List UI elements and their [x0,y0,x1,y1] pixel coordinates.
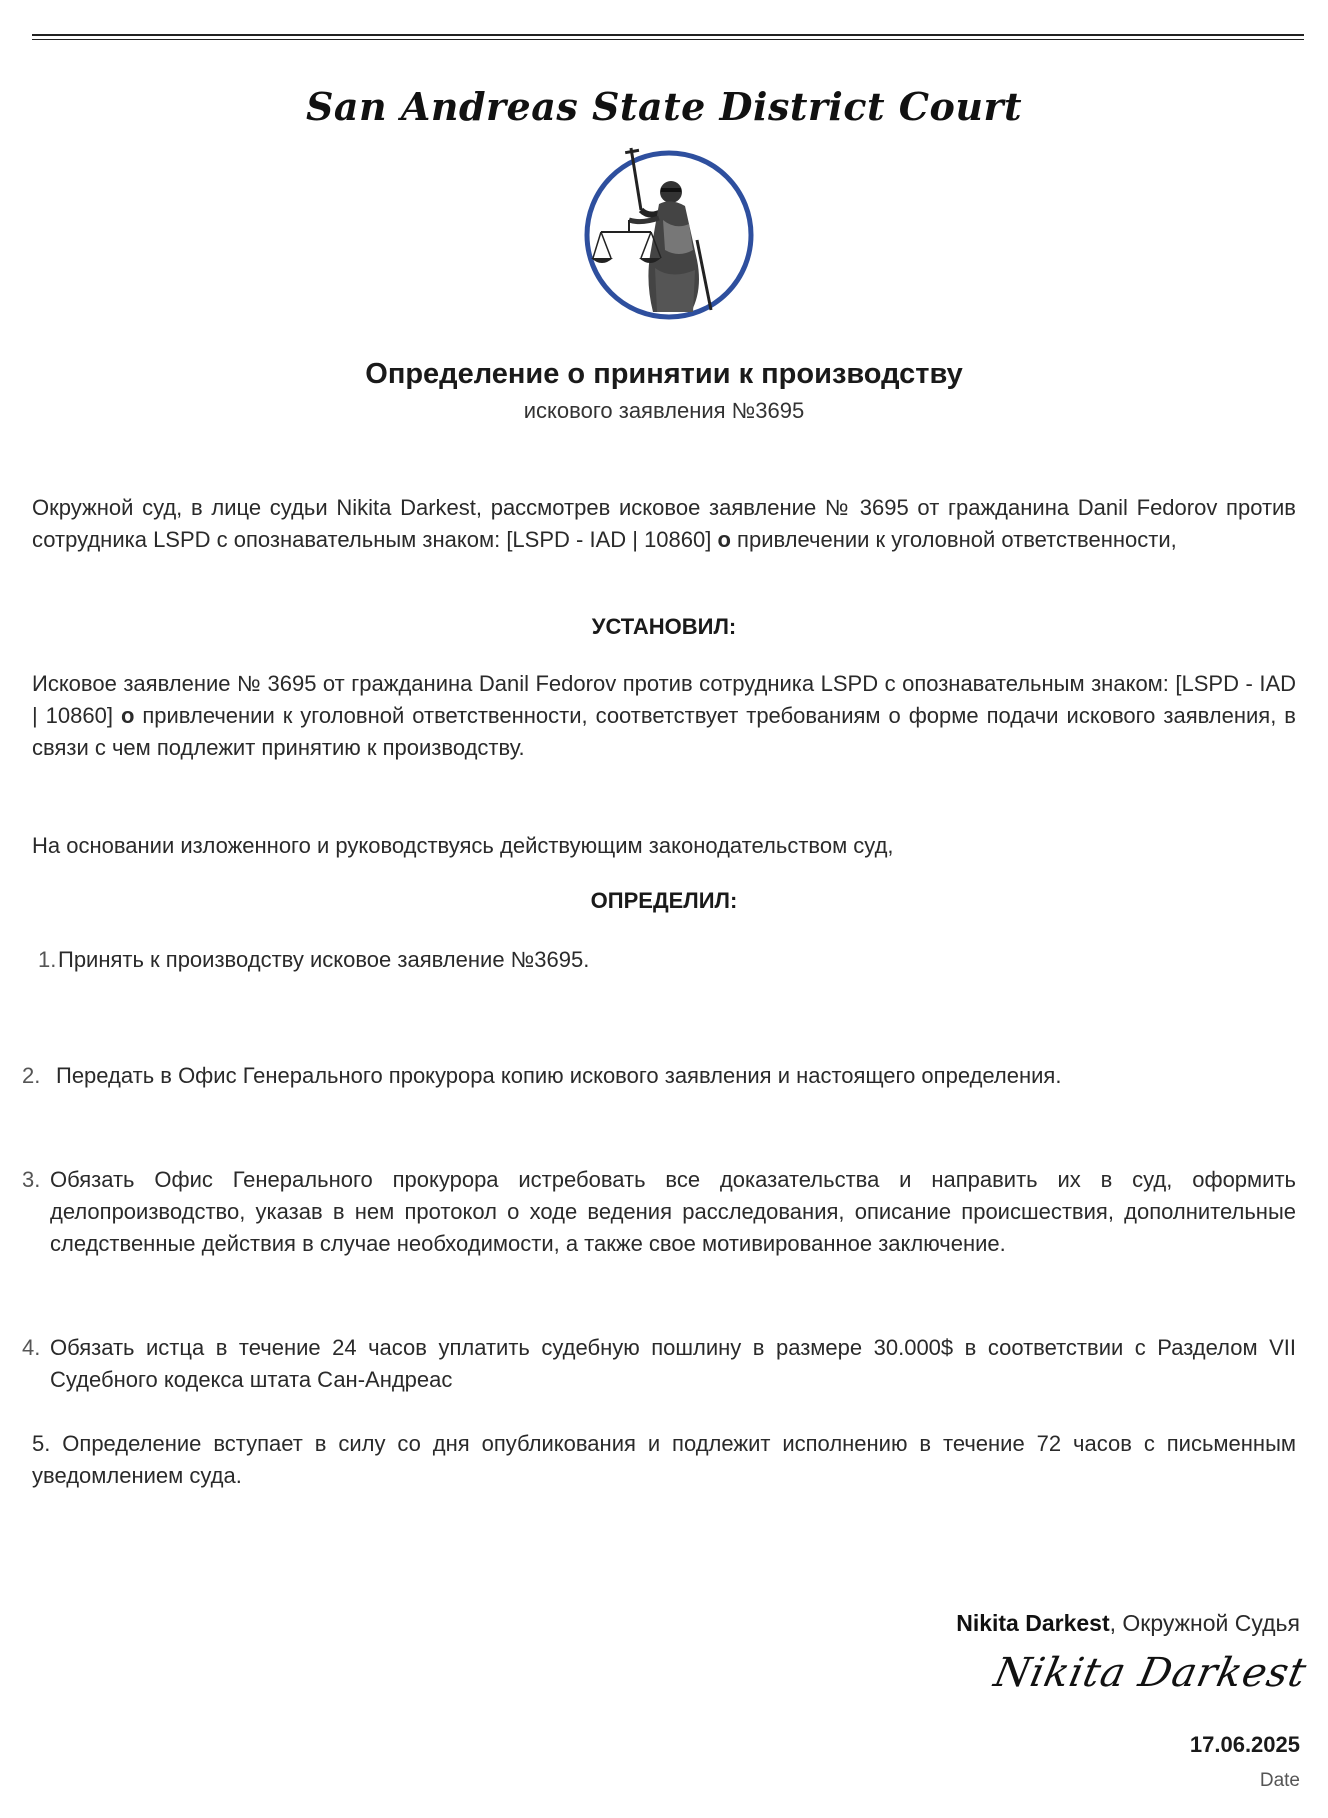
date-label: Date [1259,1770,1300,1791]
document-subtitle: искового заявления №3695 [523,398,805,423]
judge-signature-line [956,1610,1300,1637]
established-bold-word: о [120,703,135,728]
decided-heading: ОПРЕДЕЛИЛ: [590,888,738,913]
established-heading: УСТАНОВИЛ: [591,614,737,639]
established-paragraph [32,668,1296,764]
decision-item-number: 3. [22,1167,41,1192]
decision-item-number: 4. [22,1335,41,1360]
decision-item-text: Обязать Офис Генерального прокурора истребовать все доказательства и направить их в суд, оформить делопроизводство, указав в нем протокол о ходе ведения расследования, описание происшествия, дополнительные следственные действия в случае необходимости, а также свое мотивированное заключение. [50,1167,1296,1256]
intro-paragraph [32,492,1296,556]
court-name: San Andreas State District Court [305,84,1023,129]
decision-item-text: Принять к производству исковое заявление №3695. [58,947,590,972]
signature-date: 17.06.2025 [1189,1732,1300,1757]
decision-item-text [32,1428,1296,1492]
decision-item-body: Определение вступает в силу со дня опубликования и подлежит исполнению в течение 72 часов с письменным уведомлением суда. [32,1431,1297,1488]
top-rule-thick [32,34,1304,36]
decision-item-1 [38,944,1296,976]
decision-item-text: Передать в Офис Генерального прокурора копию искового заявления и настоящего определения. [56,1063,1062,1088]
judge-position: , Окружной Судья [1109,1610,1300,1636]
intro-bold-word: о [717,527,731,552]
decision-item-5 [32,1428,1296,1492]
established-text-end: привлечении к уголовной ответственности, соответствует требованиям о форме подачи искового заявления, в связи с чем подлежит принятию к производству. [32,703,1296,760]
lady-justice-seal-icon [579,140,759,320]
decision-item-number: 5. [32,1431,51,1456]
intro-text-end: привлечении к уголовной ответственности, [730,527,1177,552]
decision-item-4 [22,1332,1296,1396]
document-title: Определение о принятии к производству [365,358,963,390]
decision-item-3 [22,1164,1296,1260]
judge-name: Nikita Darkest [956,1610,1110,1636]
established-text-start: Исковое заявление № 3695 от гражданина Danil Fedorov против сотрудника LSPD с опознавательным знаком: [LSPD - IAD | 10860] [32,671,1296,728]
handwritten-signature: Nikita Darkest [990,1650,1311,1696]
top-rule-thin [32,39,1304,40]
intro-text-start: Окружной суд, в лице судьи Nikita Darkest, рассмотрев исковое заявление № 3695 от гражданина Danil Fedorov против сотрудника LSPD с опознавательным знаком: [LSPD - IAD | 10860] [32,495,1296,552]
decision-item-2 [22,1060,1300,1092]
decision-item-number: 1. [38,947,57,972]
decision-item-number: 2. [22,1063,41,1088]
decision-item-text: Обязать истца в течение 24 часов уплатить судебную пошлину в размере 30.000$ в соответствии с Разделом VII Судебного кодекса штата Сан-Андреас [50,1335,1296,1392]
basis-paragraph: На основании изложенного и руководствуясь действующим законодательством суд, [32,833,894,858]
